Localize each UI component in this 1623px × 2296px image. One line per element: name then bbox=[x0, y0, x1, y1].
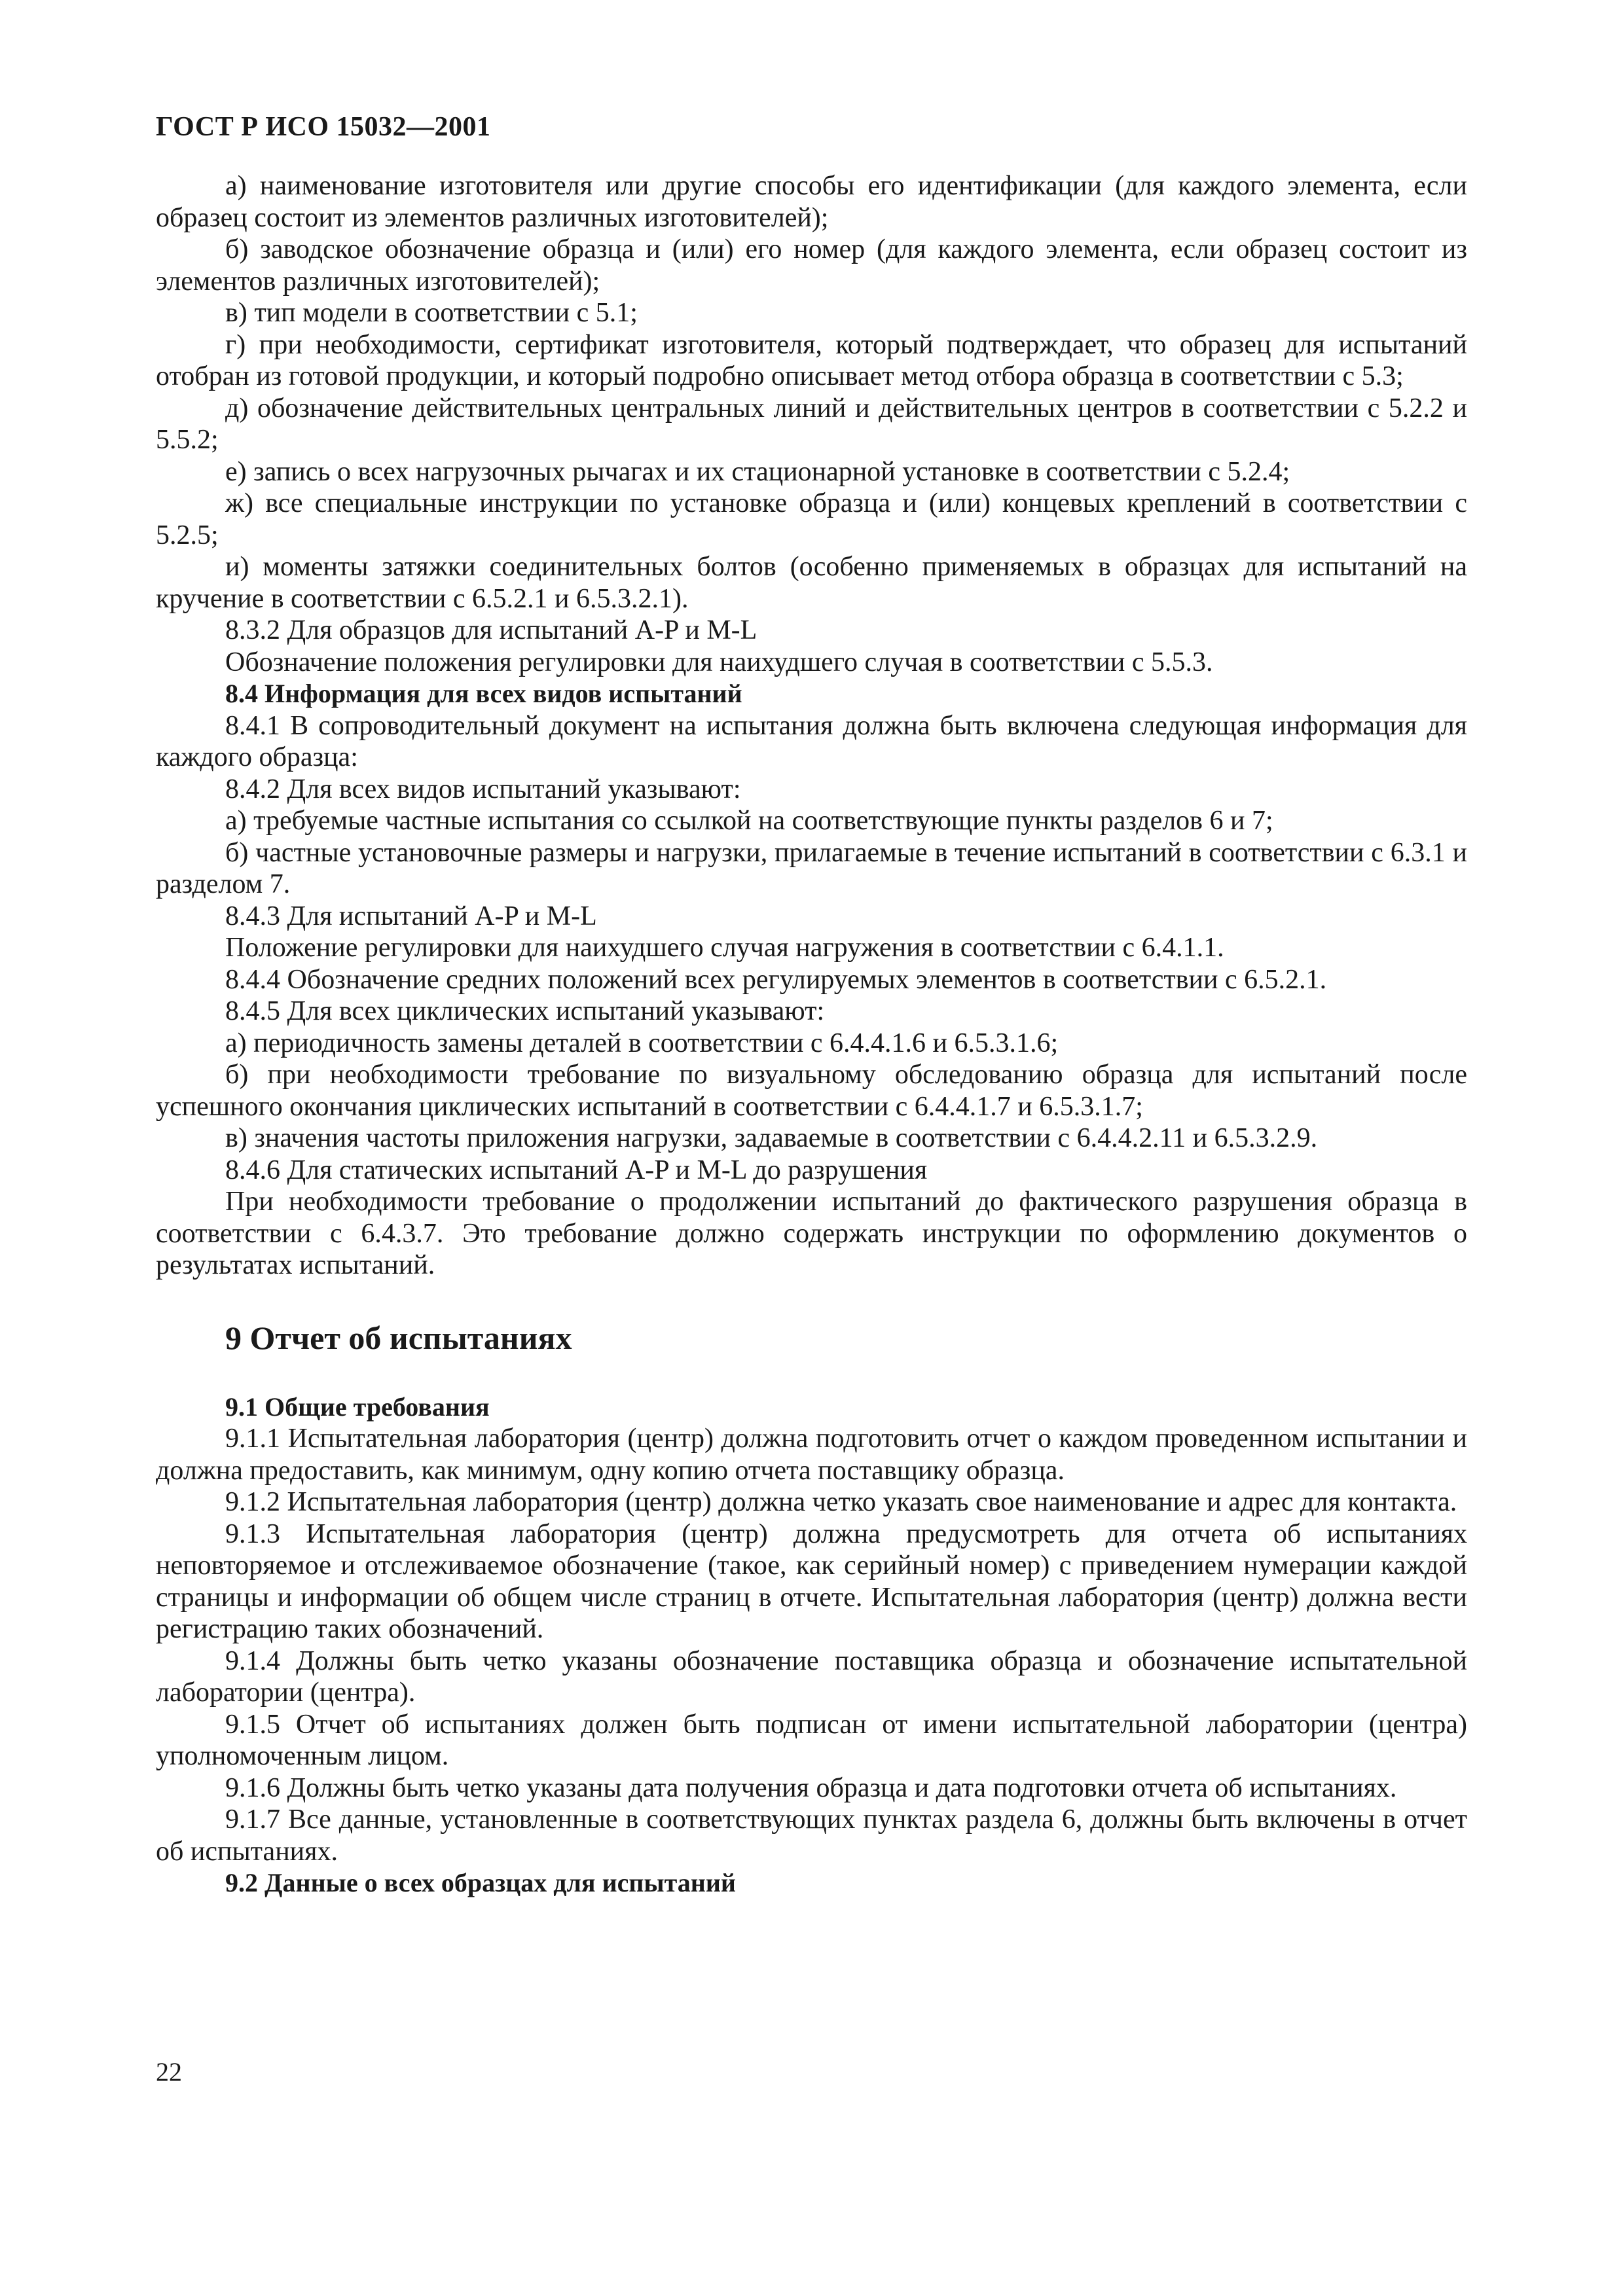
subheading-9-2: 9.2 Данные о всех образцах для испытаний bbox=[225, 1868, 736, 1897]
clause-8-4-5-a: а) периодичность замены деталей в соответствии с 6.4.4.1.6 и 6.5.3.1.6; bbox=[225, 1028, 1059, 1058]
paragraph-item-i: и) моменты затяжки соединительных болтов (особенно применяемых в образцах для испытаний на кручение в соответствии с 6.5.2.1 и 6.5.3.2.1). bbox=[156, 552, 1467, 614]
section-8-body bbox=[156, 170, 1467, 1282]
page-number: 22 bbox=[156, 2057, 182, 2087]
clause-9-1-1: 9.1.1 Испытательная лаборатория (центр) должна подготовить отчет о каждом проведенном испытании и должна предоставить, как минимум, одну копию отчета поставщику образца. bbox=[156, 1424, 1467, 1486]
clause-8-4-5-b: б) при необходимости требование по визуальному обследованию образца для испытаний после успешного окончания циклических испытаний в соответствии с 6.4.4.1.7 и 6.5.3.1.7; bbox=[156, 1060, 1467, 1122]
clause-8-4-4: 8.4.4 Обозначение средних положений всех регулируемых элементов в соответствии с 6.5.2.1. bbox=[225, 964, 1327, 995]
paragraph-item-v: в) тип модели в соответствии с 5.1; bbox=[225, 298, 638, 328]
clause-8-4-2-b: б) частные установочные размеры и нагрузки, прилагаемые в течение испытаний в соответствии с 6.3.1 и разделом 7. bbox=[156, 837, 1467, 899]
clause-9-1-2: 9.1.2 Испытательная лаборатория (центр) должна четко указать свое наименование и адрес для контакта. bbox=[225, 1487, 1457, 1517]
document-code-header: ГОСТ Р ИСО 15032—2001 bbox=[156, 112, 491, 142]
clause-9-1-5: 9.1.5 Отчет об испытаниях должен быть подписан от имени испытательной лаборатории (центра) уполномоченным лицом. bbox=[156, 1709, 1467, 1771]
section-9-body bbox=[156, 1391, 1467, 1899]
paragraph-item-d: д) обозначение действительных центральных линий и действительных центров в соответствии с 5.2.2 и 5.5.2; bbox=[156, 393, 1467, 455]
clause-8-4-6: 8.4.6 Для статических испытаний A-P и M-L до разрушения bbox=[225, 1155, 928, 1185]
paragraph-item-b: б) заводское обозначение образца и (или) его номер (для каждого элемента, если образец состоит из элементов различных изготовителей); bbox=[156, 234, 1467, 296]
clause-8-3-2-text: Обозначение положения регулировки для наихудшего случая в соответствии с 5.5.3. bbox=[225, 647, 1213, 677]
subheading-8-4: 8.4 Информация для всех видов испытаний bbox=[225, 679, 742, 708]
clause-8-4-2: 8.4.2 Для всех видов испытаний указывают: bbox=[225, 774, 741, 804]
paragraph-item-g: г) при необходимости, сертификат изготовителя, который подтверждает, что образец для испытаний отобран из готовой продукции, и который подробно описывает метод отбора образца в соответствии с 5.3; bbox=[156, 329, 1467, 391]
document-page bbox=[156, 110, 1467, 1899]
clause-9-1-6: 9.1.6 Должны быть четко указаны дата получения образца и дата подготовки отчета об испытаниях. bbox=[225, 1772, 1397, 1803]
clause-8-4-5: 8.4.5 Для всех циклических испытаний указывают: bbox=[225, 996, 825, 1026]
clause-8-4-1: 8.4.1 В сопроводительный документ на испытания должна быть включена следующая информация для каждого образца: bbox=[156, 710, 1467, 772]
clause-9-1-4: 9.1.4 Должны быть четко указаны обозначение поставщика образца и обозначение испытательной лаборатории (центра). bbox=[156, 1645, 1467, 1708]
paragraph-item-e: е) запись о всех нагрузочных рычагах и их стационарной установке в соответствии с 5.2.4; bbox=[225, 456, 1290, 487]
clause-8-4-6-text: При необходимости требование о продолжении испытаний до фактического разрушения образца в соответствии с 6.4.3.7. Это требование должно содержать инструкции по оформлению документов о результатах испытаний. bbox=[156, 1187, 1467, 1280]
clause-8-3-2: 8.3.2 Для образцов для испытаний A-P и M-L bbox=[225, 615, 757, 645]
clause-8-4-2-a: а) требуемые частные испытания со ссылкой на соответствующие пункты разделов 6 и 7; bbox=[225, 806, 1273, 836]
clause-8-4-3-text: Положение регулировки для наихудшего случая нагружения в соответствии с 6.4.1.1. bbox=[225, 933, 1224, 963]
paragraph-item-a: а) наименование изготовителя или другие способы его идентификации (для каждого элемента, если образец состоит из элементов различных изготовителей); bbox=[156, 171, 1467, 233]
subheading-9-1: 9.1 Общие требования bbox=[225, 1391, 490, 1422]
paragraph-item-zh: ж) все специальные инструкции по установке образца и (или) концевых креплений в соответствии с 5.2.5; bbox=[156, 488, 1467, 550]
section-9-title: 9 Отчет об испытаниях bbox=[225, 1319, 572, 1356]
clause-8-4-3: 8.4.3 Для испытаний A-P и M-L bbox=[225, 901, 597, 931]
clause-9-1-3: 9.1.3 Испытательная лаборатория (центр) должна предусмотреть для отчета об испытаниях неповторяемое и отслеживаемое обозначение (такое, как серийный номер) с приведением нумерации каждой страницы и информации об общем числе страниц в отчете. Испытательная лаборатория (центр) должна вести регистрацию таких обозначений. bbox=[156, 1518, 1467, 1644]
clause-9-1-7: 9.1.7 Все данные, установленные в соответствующих пунктах раздела 6, должны быть включены в отчет об испытаниях. bbox=[156, 1804, 1467, 1867]
clause-8-4-5-v: в) значения частоты приложения нагрузки, задаваемые в соответствии с 6.4.4.2.11 и 6.5.3.2.9. bbox=[225, 1123, 1318, 1153]
